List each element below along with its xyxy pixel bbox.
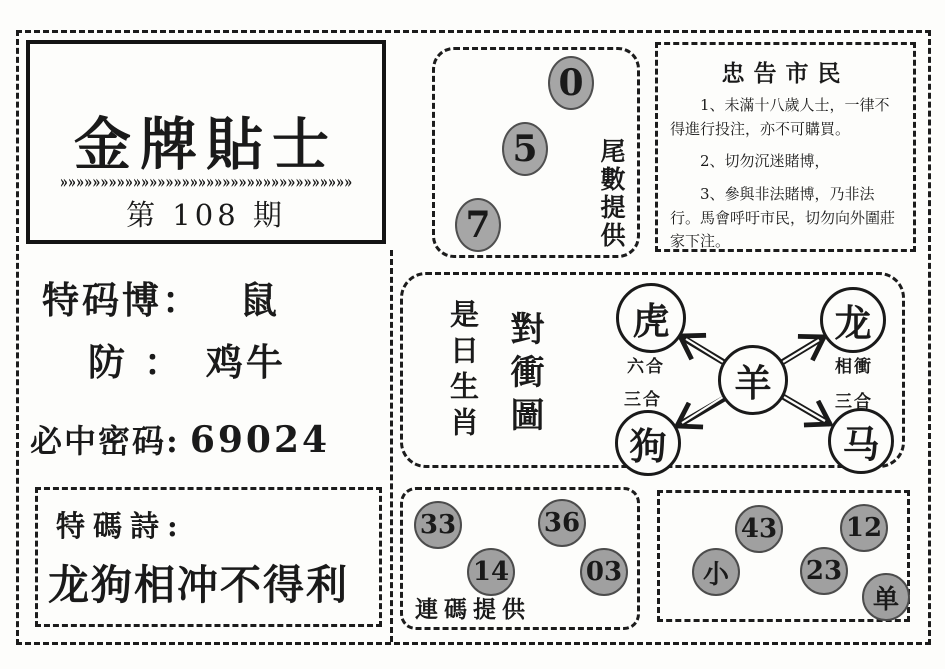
tail-number-ball: 5 xyxy=(502,122,548,176)
special-code-line xyxy=(42,270,280,324)
pair-number-ball: 36 xyxy=(538,499,586,547)
pairs-box-label: 連碼提供 xyxy=(415,596,531,623)
tail-number-ball: 0 xyxy=(548,56,594,110)
advice-title: 忠告市民 xyxy=(721,60,850,87)
title-box xyxy=(26,40,386,244)
citizen-advice-box xyxy=(655,42,916,252)
advice-item: 3、參與非法賭博，乃非法行。馬會呼吁市民，切勿向外圍莊家下注。 xyxy=(670,185,896,251)
relation-label-liuhe: 六合 xyxy=(627,357,665,377)
extra-pick-ball: 23 xyxy=(800,547,848,595)
zodiac-goat-circle: 羊 xyxy=(718,345,788,415)
poem-line: 龙狗相冲不得利 xyxy=(48,561,349,609)
secret-code-line xyxy=(30,416,330,462)
arrow-divider: »»»»»»»»»»»»»»»»»»»»»»»»»»»»»»»»»»»» xyxy=(59,174,353,193)
secret-code-value: 69024 xyxy=(189,419,331,461)
relation-label-sanhe-right: 三合 xyxy=(835,392,873,412)
pair-number-ball: 33 xyxy=(414,501,462,549)
advice-item: 2、切勿沉迷賭博， xyxy=(700,152,830,171)
relation-label-sanhe-left: 三合 xyxy=(624,390,662,410)
zodiac-dog-circle: 狗 xyxy=(615,410,681,476)
poem-label: 特碼詩: xyxy=(56,509,186,543)
pair-number-ball: 14 xyxy=(467,548,515,596)
relation-label-xiangchong: 相衝 xyxy=(835,357,873,377)
zodiac-horse-circle: 马 xyxy=(828,408,894,474)
zodiac-tiger-circle: 虎 xyxy=(616,283,686,353)
extra-picks-box xyxy=(657,490,910,622)
secret-code-label: 必中密码: xyxy=(30,422,180,460)
left-column-divider xyxy=(390,250,393,642)
tail-numbers-box xyxy=(432,47,640,258)
tail-box-label: 尾數提供 xyxy=(597,138,626,250)
zodiac-dragon-circle: 龙 xyxy=(820,287,886,353)
extra-pick-ball: 43 xyxy=(735,505,783,553)
guard-label: 防 ： xyxy=(88,340,184,384)
extra-pick-ball: 12 xyxy=(840,504,888,552)
page-title: 金牌貼士 xyxy=(74,111,338,179)
extra-pick-ball: 小 xyxy=(692,548,740,596)
zodiac-side-label: 是日生肖 xyxy=(446,299,480,443)
extra-pick-ball: 单 xyxy=(862,573,910,621)
guard-line xyxy=(88,332,286,386)
tail-number-ball: 7 xyxy=(455,198,501,252)
issue-number: 第 108 期 xyxy=(126,198,286,232)
special-code-label: 特码博： xyxy=(42,278,202,322)
paired-numbers-box xyxy=(400,487,640,630)
special-code-value: 鼠 xyxy=(240,278,280,322)
zodiac-clash-box xyxy=(400,272,905,468)
advice-item: 1、未滿十八歲人士，一律不得進行投注，亦不可購買。 xyxy=(670,96,890,138)
special-code-poem-box xyxy=(35,487,382,627)
pair-number-ball: 03 xyxy=(580,548,628,596)
zodiac-chart-label: 對衝圖 xyxy=(504,311,544,440)
guard-value: 鸡牛 xyxy=(205,340,286,384)
